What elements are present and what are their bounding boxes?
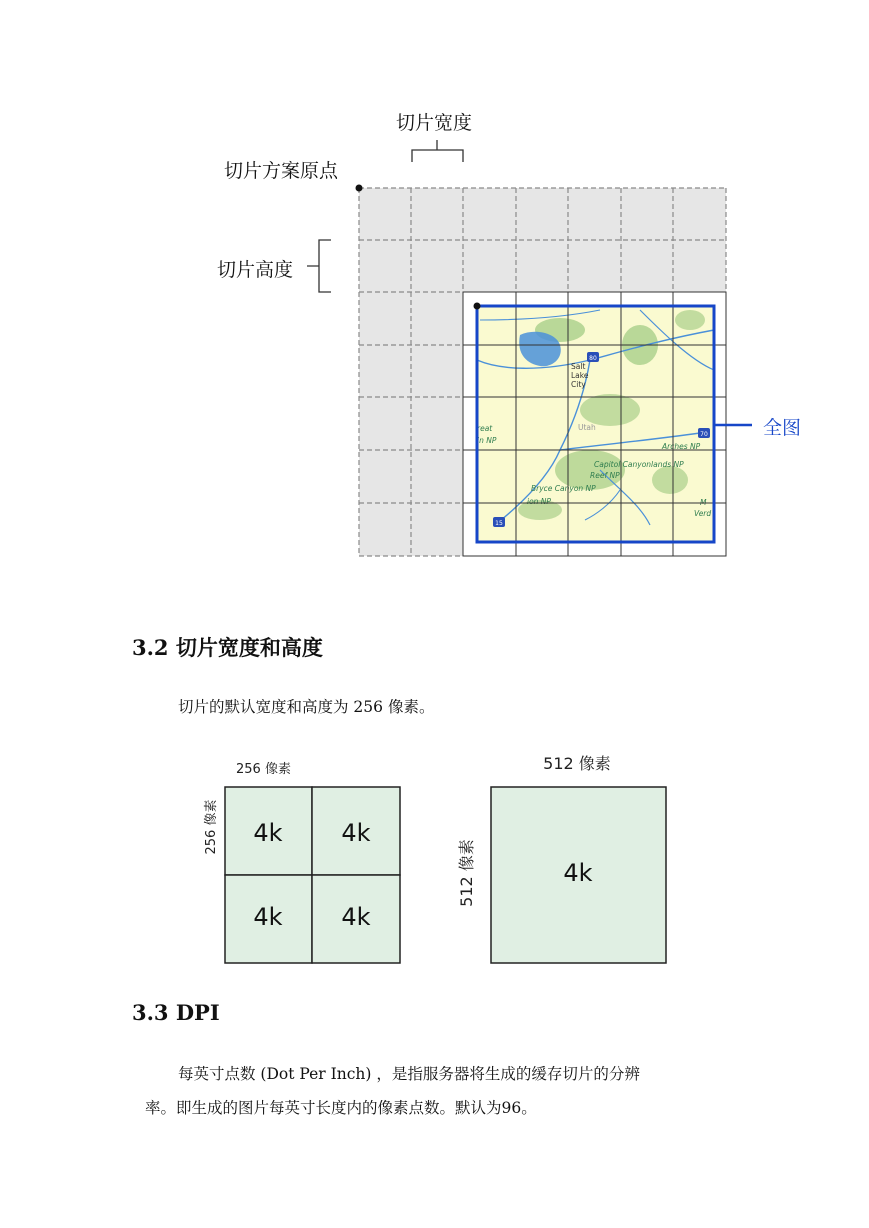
tile-height-bracket <box>307 240 331 292</box>
section-3-3-paragraph-line2: 率。即生成的图片每英寸长度内的像素点数。默认为96。 <box>145 1099 537 1117</box>
map-label-capitol-canyonlands: Capitol Canyonlands NP <box>594 460 684 469</box>
map-label-state: Utah <box>578 423 596 432</box>
section-3-2-heading: 3.2 切片宽度和高度 <box>132 635 323 660</box>
section-3-2-paragraph: 切片的默认宽度和高度为 256 像素。 <box>178 698 435 716</box>
tile-size-diagram <box>0 740 869 980</box>
interstate-80-shield: 80 <box>589 355 597 362</box>
left-tile-4-label: 4k <box>341 903 371 931</box>
map-label-zion: ion NP <box>527 497 551 506</box>
map-label-arches: Arches NP <box>662 442 701 451</box>
map-label-mesa-1: M <box>700 498 707 507</box>
left-tile-3-label: 4k <box>253 903 283 931</box>
tile-scheme-origin-label: 切片方案原点 <box>224 160 339 182</box>
left-top-label: 256 像素 <box>236 762 291 777</box>
map-label-salt: Salt <box>571 362 586 371</box>
left-tile-2-label: 4k <box>341 819 371 847</box>
map-label-lake: Lake <box>571 371 589 380</box>
map-label-city: City <box>571 380 586 389</box>
section-3-3-heading: 3.3 DPI <box>132 1000 220 1025</box>
map-origin-dot <box>474 303 481 310</box>
left-tile-1-label: 4k <box>253 819 283 847</box>
right-tile-label: 4k <box>563 859 593 887</box>
map-label-great-basin-np: in NP <box>477 436 497 445</box>
right-side-label: 512 像素 <box>457 839 476 907</box>
left-side-label: 256 像素 <box>204 799 219 855</box>
left-tile-group <box>225 787 400 963</box>
tile-height-label: 切片高度 <box>217 259 294 281</box>
tile-width-bracket <box>412 140 463 162</box>
interstate-15-shield: 15 <box>495 520 503 527</box>
tile-scheme-origin-dot <box>356 185 363 192</box>
map-label-reef-np: Reef NP <box>590 471 620 480</box>
map-image <box>463 292 726 556</box>
section-3-3-paragraph-line1: 每英寸点数 (Dot Per Inch) ，是指服务器将生成的缓存切片的分辨 <box>178 1065 640 1083</box>
tiling-scheme-diagram <box>0 0 869 580</box>
map-label-great-basin: reat <box>477 424 493 433</box>
tile-width-label: 切片宽度 <box>396 112 473 134</box>
interstate-70-shield: 70 <box>700 431 708 438</box>
full-extent-label: 全图 <box>763 417 802 439</box>
right-top-label: 512 像素 <box>543 754 611 773</box>
map-label-bryce: Bryce Canyon NP <box>531 484 596 493</box>
map-label-mesa-2: Verd <box>694 509 712 518</box>
